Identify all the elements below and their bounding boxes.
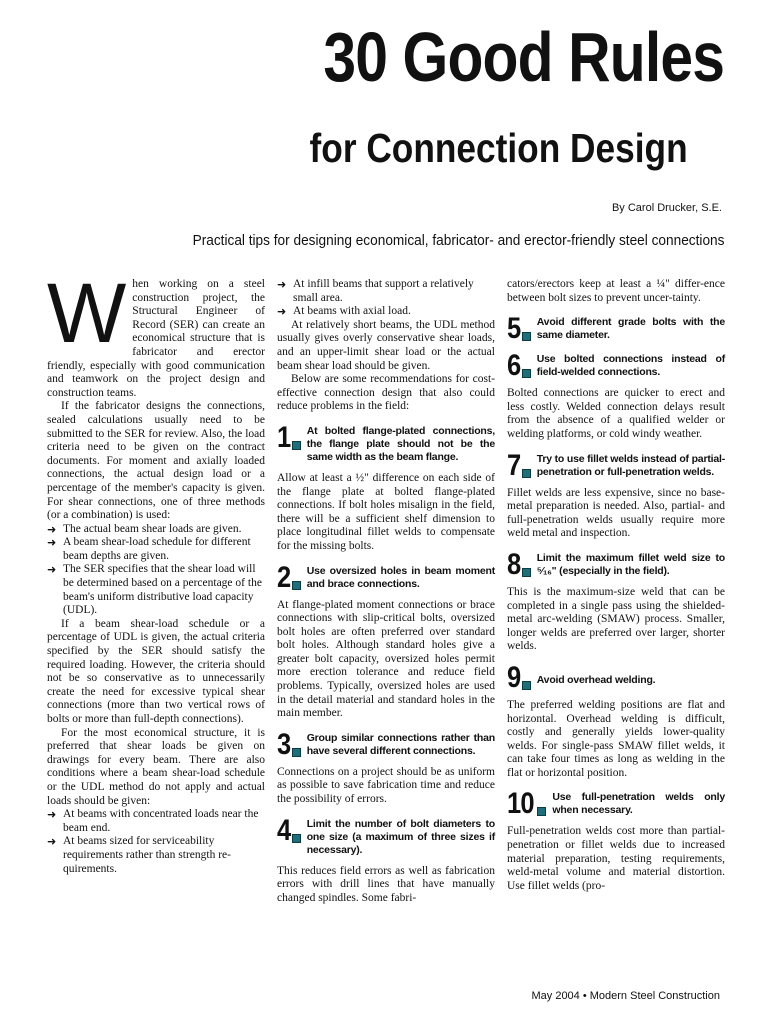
arrow-right-icon: ➜	[47, 563, 57, 577]
paragraph: Below are some recommendations for cost-effective connection design that also could reduce problems in the field:	[277, 373, 495, 413]
column-3	[507, 278, 725, 893]
list-item	[277, 305, 495, 319]
rule-heading-9	[507, 660, 725, 694]
rule-number: 10	[507, 787, 534, 821]
square-bullet-icon	[292, 748, 301, 757]
rule-title: Try to use fillet welds instead of partial-penetration or full-penetration welds.	[536, 452, 725, 478]
rule-text: This is the maximum-size weld that can be completed in a single pass using the shielded-metal arc-welding (SMAW) process. Smaller, longer welds are preferred over larger, shorter welds.	[507, 585, 725, 653]
rule-title: Use oversized holes in beam moment and brace connections.	[306, 564, 495, 590]
deck: Practical tips for designing economical, fabricator- and erector-friendly steel connections	[192, 232, 724, 249]
square-bullet-icon	[522, 369, 531, 378]
rule-heading-5	[507, 312, 725, 346]
arrow-right-icon: ➜	[47, 536, 57, 550]
arrow-right-icon: ➜	[47, 835, 57, 849]
list-item-text: The actual beam shear loads are given.	[63, 522, 242, 535]
list-item	[47, 808, 265, 835]
rule-title: Group similar connections rather than have several different connections.	[306, 731, 495, 757]
page-footer: May 2004 • Modern Steel Construction	[531, 990, 720, 1002]
rule-number: 2	[277, 560, 291, 594]
rule-number: 1	[277, 420, 291, 454]
square-bullet-icon	[522, 469, 531, 478]
arrow-right-icon: ➜	[47, 522, 57, 536]
rule-text: This reduces field errors as well as fabrication errors with drill lines that have manually changed spindles. Some fabri-	[277, 864, 495, 904]
intro-text: hen working on a steel construction project, the Structural Engineer of Record (SER) can create an economical structure that is fabricator and erector friendly, especially with good communication and teamwork on the project design and construction teams.	[47, 278, 265, 399]
list-item-text: At beams with axial load.	[293, 305, 411, 318]
rule-number: 7	[507, 448, 521, 482]
byline: By Carol Drucker, S.E.	[611, 202, 722, 214]
list-item	[47, 523, 265, 537]
list-item	[47, 563, 265, 617]
column-2	[277, 278, 495, 905]
rule-number: 5	[507, 312, 521, 346]
article-subtitle: for Connection Design	[309, 125, 688, 171]
list-item	[277, 278, 495, 305]
square-bullet-icon	[292, 581, 301, 590]
list-item-text: At beams with concentrated loads near the beam end.	[63, 808, 259, 834]
list-item-text: At infill beams that support a relatively small area.	[293, 278, 474, 304]
rule-text: Fillet welds are less expensive, since no base-metal preparation is needed. Also, partial- and full-penetration welds usually require more weld metal and inspection.	[507, 486, 725, 540]
rule-heading-8	[507, 547, 725, 581]
rule-heading-10	[507, 787, 725, 821]
rule-text: The preferred welding positions are flat and horizontal. Overhead welding is difficult, costly and generally yields lower-quality welds. For single-pass SMAW fillet welds, it can take four times as long as welding in the flat or horizontal position.	[507, 698, 725, 779]
rule-number: 9	[507, 660, 521, 694]
list-item-text: At beams sized for serviceability requirements rather than strength re-quirements.	[63, 835, 231, 875]
rule-text: Connections on a project should be as uniform as possible to save fabrication time and reduce the possibility of errors.	[277, 765, 495, 806]
paragraph: If a beam shear-load schedule or a percentage of UDL is given, the actual criteria specified by the SER should satisfy the required loading. However, the criteria should not be so conservative as to unnecessarily create the need for excessive typical shear connections (more than two vertical rows of bolts or more than full-depth connections).	[47, 617, 265, 725]
list-item	[47, 536, 265, 563]
rule-heading-6	[507, 349, 725, 383]
list-item-text: A beam shear-load schedule for different beam depths are given.	[63, 536, 251, 562]
rule-text: At flange-plated moment connections or brace connections with slip-critical bolts, oversized bolt holes are often preferred over standard bolt holes. Although standard holes give a greater bolt capacity, oversized holes permit more erection tolerance and reduce field problems. Typically, oversized holes are used in the detail material and standard holes in the main member.	[277, 598, 495, 720]
square-bullet-icon	[522, 332, 531, 341]
rule-number: 4	[277, 813, 291, 847]
rule-title: At bolted flange-plated connections, the flange plate should not be the same width as the beam flange.	[306, 424, 495, 463]
rule-title: Avoid overhead welding.	[536, 673, 656, 686]
paragraph: At relatively short beams, the UDL method usually gives overly conservative shear loads, and an upper-limit shear load or the actual beam shear load should be given.	[277, 318, 495, 372]
paragraph: If the fabricator designs the connections, sealed calculations usually need to be submitted to the SER for review. Also, the load criteria need to be given on the contract documents. For moment and axially loaded connections, the actual design load or a percentage of the member's capacity is given. For shear connections, one of three methods (or a combination) is used:	[47, 400, 265, 522]
rule-title: Limit the maximum fillet weld size to ⁵⁄₁₆" (especially in the field).	[536, 551, 725, 577]
square-bullet-icon	[537, 807, 546, 816]
rule-heading-3	[277, 727, 495, 761]
list-item-text: The SER specifies that the shear load will be determined based on a percentage of the beam's uniform distributive load capacity (UDL).	[63, 563, 262, 617]
rule-text: Bolted connections are quicker to erect and less costly. Welded connection delays result from the absence of a qualified welder or welding platforms, or cold windy weather.	[507, 387, 725, 440]
arrow-right-icon: ➜	[277, 305, 287, 319]
rule-title: Use full-penetration welds only when necessary.	[552, 791, 725, 817]
arrow-right-icon: ➜	[277, 278, 287, 291]
rule-title: Avoid different grade bolts with the same diameter.	[536, 316, 725, 342]
rule-number: 6	[507, 349, 521, 383]
square-bullet-icon	[522, 568, 531, 577]
rule-text: Full-penetration welds cost more than partial-penetration or fillet welds due to increased material preparation, testing requirements, weld-metal volume and material distortion. Use fillet welds (pro-	[507, 825, 725, 892]
rule-number: 3	[277, 727, 291, 761]
column-1	[47, 266, 265, 876]
rule-heading-7	[507, 448, 725, 482]
rule-title: Use bolted connections instead of field-welded connections.	[536, 353, 725, 379]
rule-heading-4	[277, 813, 495, 857]
rule-title: Limit the number of bolt diameters to one size (a maximum of three sizes if necessary).	[306, 817, 495, 856]
rule-heading-2	[277, 560, 495, 594]
article-title: 30 Good Rules	[323, 18, 724, 96]
dropcap: W	[47, 266, 127, 360]
list-item	[47, 835, 265, 876]
rule-number: 8	[507, 547, 521, 581]
paragraph: cators/erectors keep at least a ¼" differ-ence between bolt sizes to prevent uncer-tainty.	[507, 278, 725, 304]
square-bullet-icon	[292, 441, 301, 450]
paragraph: For the most economical structure, it is preferred that shear loads be given on drawings for every beam. There are also conditions where a beam shear-load schedule or the UDL method do not apply and actual loads should be given:	[47, 726, 265, 807]
rule-text: Allow at least a ½" difference on each side of the flange plate at bolted flange-plated connections. If bolt holes misalign in the field, there will be a sufficient shelf dimension to place longitudinal fillet welds to compensate for the missing bolts.	[277, 471, 495, 552]
square-bullet-icon	[522, 681, 531, 690]
intro-paragraph	[47, 266, 265, 400]
rule-heading-1	[277, 420, 495, 464]
square-bullet-icon	[292, 834, 301, 843]
arrow-right-icon: ➜	[47, 808, 57, 822]
